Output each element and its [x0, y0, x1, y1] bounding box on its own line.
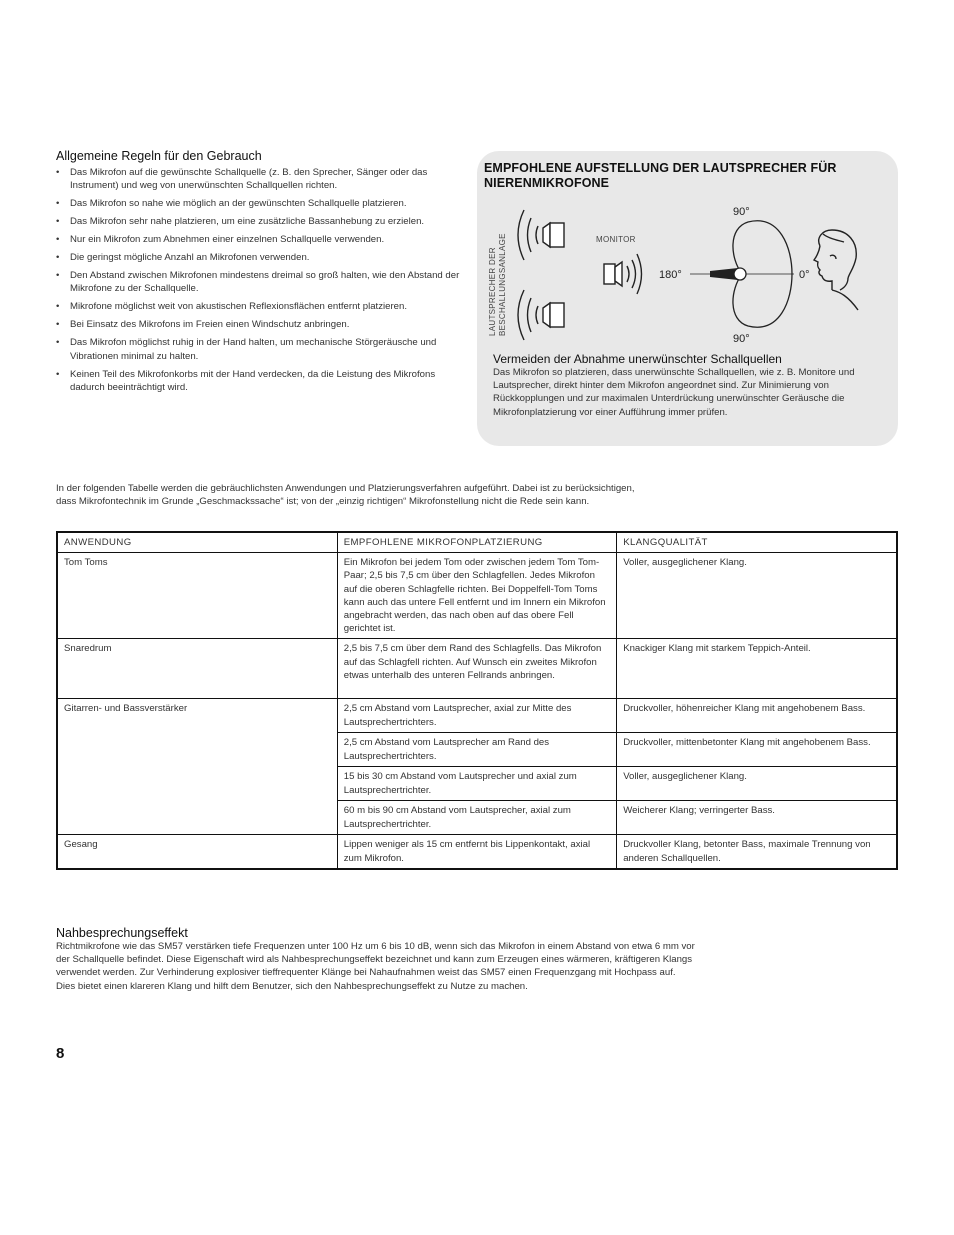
side-label-line1: LAUTSPRECHER DER [488, 247, 497, 336]
quality-cell: Voller, ausgeglichener Klang. [617, 553, 897, 639]
pa-speaker-bottom-icon [518, 290, 564, 340]
app-cell: Gitarren- und Bassverstärker [57, 699, 337, 835]
list-item: • Nur ein Mikrofon zum Abnehmen einer einzelnen Schallquelle verwenden. [56, 233, 466, 246]
rules-title: Allgemeine Regeln für den Gebrauch [56, 149, 262, 163]
placement-cell: Ein Mikrofon bei jedem Tom oder zwischen jedem Tom Tom-Paar; 2,5 bis 7,5 cm über den Schlagfellen. Jedes Mikrofon auf die oberen Schlagfelle richten. Bei Doppelfell-Tom Toms kann auch das untere Fell entfernt und im Innern ein Mikrofon angebracht werden, das nach oben auf das obere Fell gerichtet ist. [337, 553, 616, 639]
header-quality: KLANGQUALITÄT [617, 532, 897, 553]
list-item: • Das Mikrofon so nahe wie möglich an der gewünschten Schallquelle platzieren. [56, 197, 466, 210]
list-item: • Mikrofone möglichst weit von akustischen Reflexionsflächen entfernt platzieren. [56, 300, 466, 313]
header-application: ANWENDUNG [57, 532, 337, 553]
table-header-row [57, 532, 897, 553]
placement-cell: 2,5 bis 7,5 cm über dem Rand des Schlagfells. Das Mikrofon auf das Schlagfell richten. Auf Wunsch ein zweites Mikrofon etwas unterhalb des unteren Fellrands anbringen. [337, 639, 616, 699]
table-intro [56, 482, 896, 508]
app-cell: Tom Toms [57, 553, 337, 639]
intro-line-1: In der folgenden Tabelle werden die gebräuchlichsten Anwendungen und Platzierungsverfahren aufgeführt. Dabei ist zu berücksichtigen, [56, 483, 635, 494]
table-row [57, 699, 897, 733]
angle-left-label: 180° [659, 269, 682, 281]
list-item: • Das Mikrofon auf die gewünschte Schallquelle (z. B. den Sprecher, Sänger oder das Instrument) und weg von unerwünschten Schallquellen richten. [56, 166, 466, 192]
placement-cell: 60 m bis 90 cm Abstand vom Lautsprecher, axial zum Lautsprechertrichter. [337, 801, 616, 835]
placement-cell: Lippen weniger als 15 cm entfernt bis Lippenkontakt, axial zum Mikrofon. [337, 835, 616, 869]
pa-speaker-top-icon [518, 210, 564, 260]
list-item: • Den Abstand zwischen Mikrofonen mindestens dreimal so groß halten, wie den Abstand der Mikrofone zu der Schallquelle. [56, 269, 466, 295]
angle-bottom-label: 90° [733, 333, 750, 345]
microphone-icon [710, 268, 746, 280]
panel-text: Das Mikrofon so platzieren, dass unerwünschte Schallquellen, wie z. B. Monitore und Lautsprecher, direkt hinter dem Mikrofon angeordnet sind. Zur Minimierung von Rückkopplungen und zur maximalen Unterdrückung unerwünschter Geräusche die Mikrofonplatzierung vor einer Aufführung immer prüfen. [493, 367, 855, 418]
header-placement: EMPFOHLENE MIKROFONPLATZIERUNG [337, 532, 616, 553]
rules-list [56, 166, 466, 394]
placement-cell: 2,5 cm Abstand vom Lautsprecher, axial zur Mitte des Lautsprechertrichters. [337, 699, 616, 733]
quality-cell: Voller, ausgeglichener Klang. [617, 767, 897, 801]
list-item: • Keinen Teil des Mikrofonkorbs mit der Hand verdecken, da die Leistung des Mikrofons dadurch beeinträchtigt wird. [56, 368, 466, 394]
application-table [56, 531, 898, 870]
table-row [57, 553, 897, 639]
person-head-icon [814, 230, 858, 310]
quality-cell: Druckvoller Klang, betonter Bass, maximale Trennung von anderen Schallquellen. [617, 835, 897, 869]
side-label-line2: BESCHALLUNGSANLAGE [498, 233, 507, 336]
page-number: 8 [56, 1045, 65, 1062]
list-item: • Bei Einsatz des Mikrofons im Freien einen Windschutz anbringen. [56, 318, 466, 331]
monitor-speaker-icon [604, 254, 642, 294]
rules-section [56, 149, 466, 399]
list-item: • Die geringst mögliche Anzahl an Mikrofonen verwenden. [56, 251, 466, 264]
table-row [57, 639, 897, 699]
app-cell: Snaredrum [57, 639, 337, 699]
quality-cell: Weicherer Klang; verringerter Bass. [617, 801, 897, 835]
angle-right-label: 0° [799, 269, 810, 281]
app-cell: Gesang [57, 835, 337, 869]
quality-cell: Knackiger Klang mit starkem Teppich-Anteil. [617, 639, 897, 699]
placement-diagram [480, 198, 890, 350]
placement-cell: 15 bis 30 cm Abstand vom Lautsprecher und axial zum Lautsprechertrichter. [337, 767, 616, 801]
angle-top-label: 90° [733, 206, 750, 218]
quality-cell: Druckvoller, mittenbetonter Klang mit angehobenem Bass. [617, 733, 897, 767]
panel-subtitle: Vermeiden der Abnahme unerwünschter Schallquellen [493, 352, 782, 366]
list-item: • Das Mikrofon sehr nahe platzieren, um eine zusätzliche Bassanhebung zu erzielen. [56, 215, 466, 228]
proximity-effect-title: Nahbesprechungseffekt [56, 926, 188, 940]
panel-title: EMPFOHLENE AUFSTELLUNG DER LAUTSPRECHER FÜR NIERENMIKROFONE [484, 161, 837, 190]
monitor-label: MONITOR [596, 235, 636, 244]
list-item: • Das Mikrofon möglichst ruhig in der Hand halten, um mechanische Störgeräusche und Vibrationen minimal zu halten. [56, 336, 466, 362]
intro-line-2: dass Mikrofontechnik im Grunde „Geschmackssache“ ist; von der „einzig richtigen“ Mikrofonstellung nicht die Rede sein kann. [56, 496, 590, 508]
placement-cell: 2,5 cm Abstand vom Lautsprecher am Rand des Lautsprechertrichters. [337, 733, 616, 767]
quality-cell: Druckvoller, höhenreicher Klang mit angehobenem Bass. [617, 699, 897, 733]
proximity-effect-text: Richtmikrofone wie das SM57 verstärken tiefe Frequenzen unter 100 Hz um 6 bis 10 dB, wenn sich das Mikrofon in einem Abstand von etwa 6 mm vor der Schallquelle befindet. Diese Eigenschaft wird als Nahbesprechungseffekt bezeichnet und kann zum Erzeugen eines wärmeren, kräftigeren Klangs verwendet werden. Zur Verhinderung explosiver tieffrequenter Klänge bei Nahaufnahmen weist das SM57 einen Frequenzgang mit Hochpass auf. Dies bietet einen klareren Klang und hilft dem Benutzer, sich den Nahbesprechungseffekt zu Nutze zu machen. [56, 941, 695, 992]
table-row [57, 835, 897, 869]
